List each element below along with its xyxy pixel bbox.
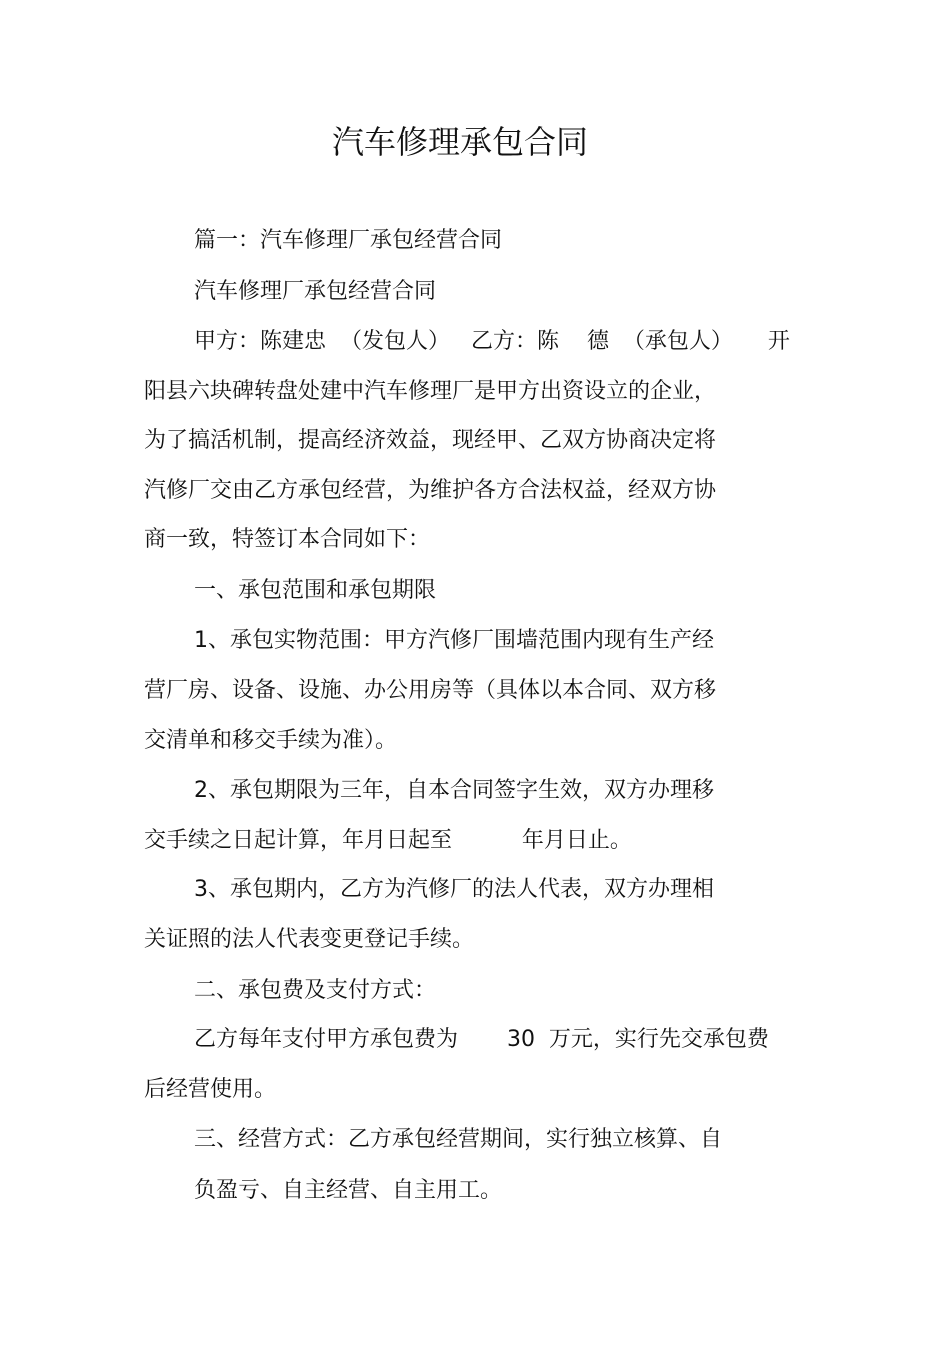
body-line: 阳县六块碑转盘处建中汽车修理厂是甲方出资设立的企业，	[144, 379, 717, 404]
chapter-heading: 篇一：汽车修理厂承包经营合同	[194, 228, 503, 253]
clause-line: 营厂房、设备、设施、办公用房等（具体以本合同、双方移	[144, 678, 717, 703]
body-line: 为了搞活机制，提高经济效益，现经甲、乙双方协商决定将	[144, 428, 717, 453]
clause-line: 1、承包实物范围：甲方汽修厂围墙范围内现有生产经	[194, 628, 714, 653]
section-heading: 三、经营方式：乙方承包经营期间，实行独立核算、自	[194, 1127, 723, 1152]
clause-line: 交手续之日起计算，年月日起至 年月日止。	[144, 828, 632, 853]
body-line: 汽修厂交由乙方承包经营，为维护各方合法权益，经双方协	[144, 478, 717, 503]
clause-line: 3、承包期内，乙方为汽修厂的法人代表，双方办理相	[194, 877, 714, 902]
clause-line: 乙方每年支付甲方承包费为 30 万元，实行先交承包费	[194, 1027, 769, 1052]
document-title: 汽车修理承包合同	[331, 123, 588, 161]
clause-line: 关证照的法人代表变更登记手续。	[144, 927, 475, 952]
clause-line: 负盈亏、自主经营、自主用工。	[194, 1178, 503, 1203]
clause-line: 交清单和移交手续为准）。	[144, 728, 398, 753]
section-heading: 一、承包范围和承包期限	[194, 578, 437, 603]
parties-line: 甲方：陈建忠 （发包人） 乙方：陈 德 （承包人） 开	[194, 329, 790, 354]
body-line: 商一致，特签订本合同如下：	[144, 527, 431, 552]
section-heading: 二、承包费及支付方式：	[194, 978, 437, 1003]
contract-subtitle: 汽车修理厂承包经营合同	[194, 279, 437, 304]
clause-line: 2、承包期限为三年，自本合同签字生效，双方办理移	[194, 778, 714, 803]
clause-line: 后经营使用。	[144, 1077, 277, 1102]
